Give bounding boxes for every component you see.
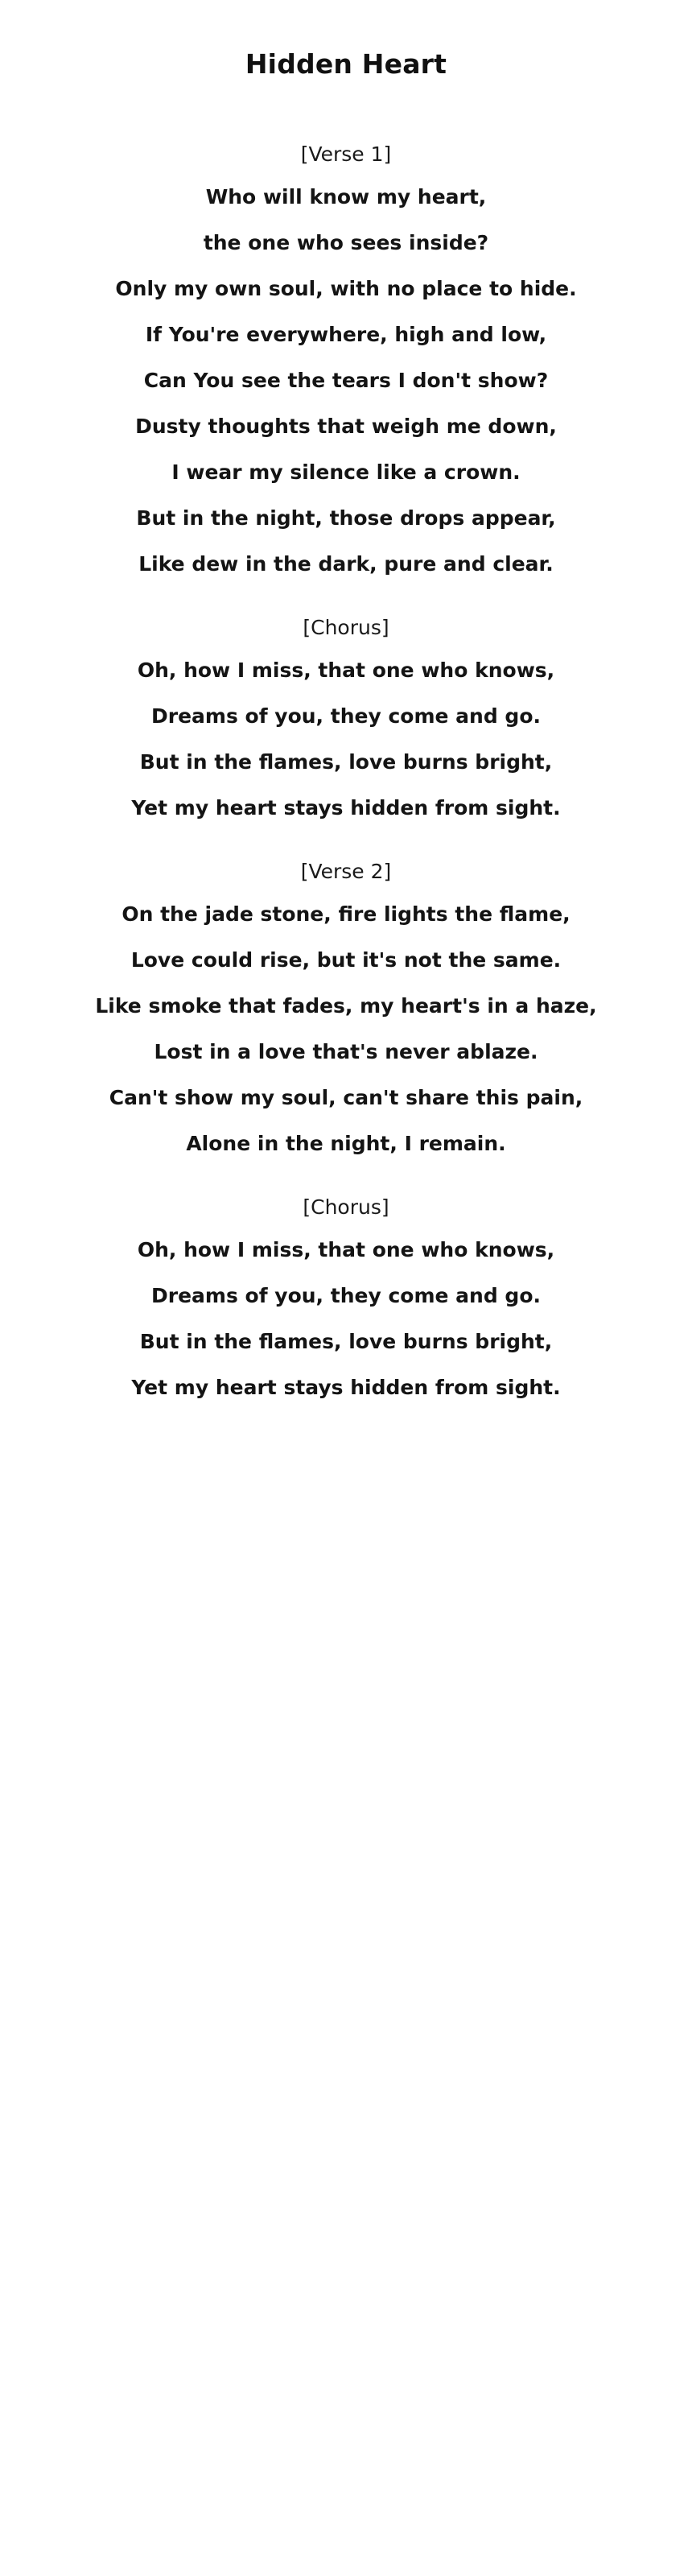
lyric-line: Who will know my heart, [205,185,487,208]
lyric-line: Dusty thoughts that weigh me down, [135,415,557,438]
lyrics-section [0,142,692,574]
lyric-line: But in the flames, love burns bright, [139,750,553,774]
lyric-line: Oh, how I miss, that one who knows, [137,658,555,682]
lyrics-section [0,1195,692,1397]
lyric-line: Oh, how I miss, that one who knows, [137,1238,555,1261]
lyric-line: Like dew in the dark, pure and clear. [138,552,554,576]
section-label: [Verse 2] [300,860,392,883]
lyric-line: Lost in a love that's never ablaze. [154,1040,538,1063]
section-label: [Chorus] [303,1195,389,1219]
section-label: [Verse 1] [300,142,392,166]
lyric-line: But in the night, those drops appear, [136,506,556,530]
lyric-line: Can You see the tears I don't show? [143,369,549,392]
lyrics-body [0,142,692,1397]
lyric-line: On the jade stone, fire lights the flame, [122,902,570,926]
page-title: Hidden Heart [245,48,447,80]
lyric-line: Love could rise, but it's not the same. [130,948,562,972]
lyric-line: Yet my heart stays hidden from sight. [131,796,561,819]
lyric-line: the one who sees inside? [203,231,489,254]
lyrics-section [0,860,692,1154]
section-label: [Chorus] [303,616,389,639]
lyric-line: Can't show my soul, can't share this pain, [109,1086,583,1109]
bottom-spacer [0,1397,692,1494]
lyric-line: Yet my heart stays hidden from sight. [131,1376,561,1399]
lyric-line: Dreams of you, they come and go. [150,1284,541,1307]
lyric-line: Like smoke that fades, my heart's in a haze, [95,994,597,1018]
lyric-line: I wear my silence like a crown. [171,460,521,484]
lyric-line: Only my own soul, with no place to hide. [115,277,577,300]
lyric-line: Alone in the night, I remain. [186,1132,506,1155]
lyrics-section [0,616,692,818]
lyric-line: But in the flames, love burns bright, [139,1330,553,1353]
lyric-line: If You're everywhere, high and low, [145,323,547,346]
lyric-line: Dreams of you, they come and go. [150,704,541,728]
